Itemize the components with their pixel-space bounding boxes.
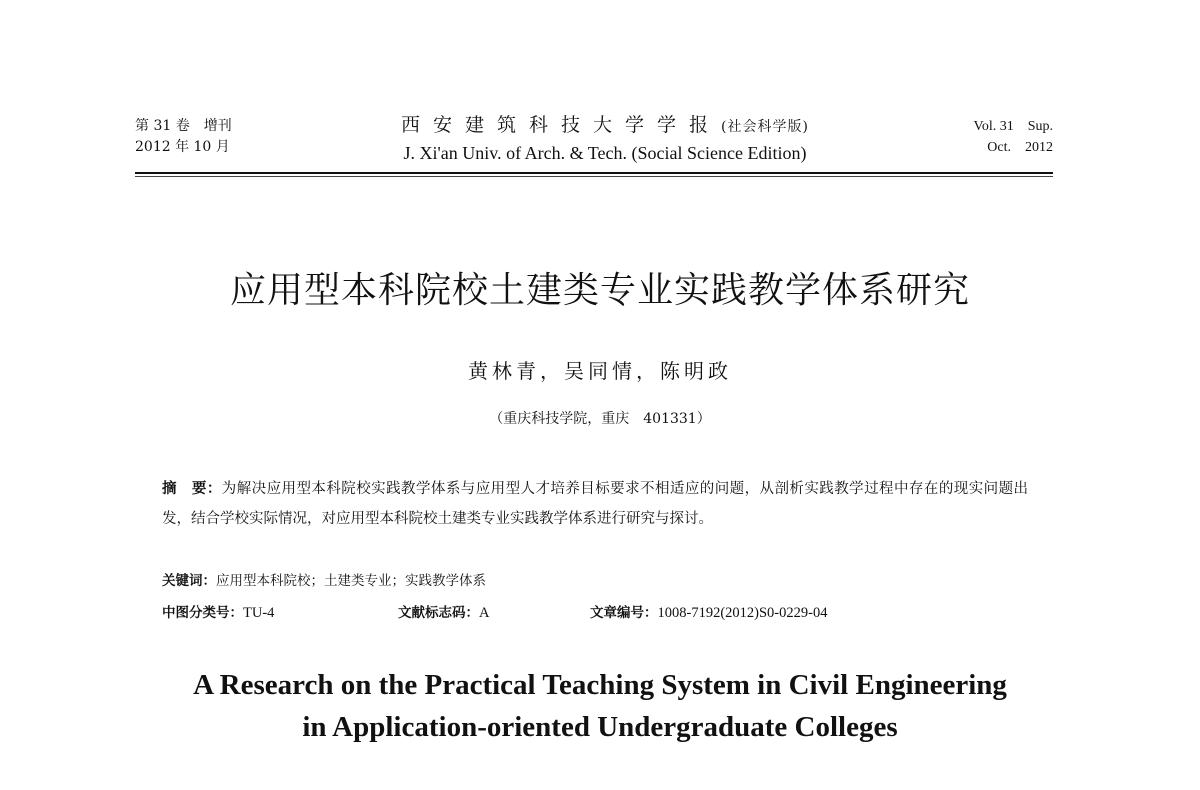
- journal-name-cn-line: [315, 112, 895, 140]
- clc-label: 中图分类号：: [162, 605, 243, 621]
- abstract: [162, 474, 1028, 534]
- journal-name-cn: 西安建筑科技大学学报: [401, 114, 722, 136]
- doc-code-value: A: [479, 605, 490, 621]
- doc-code-label: 文献标志码：: [398, 605, 479, 621]
- journal-name-en: J. Xi'an Univ. of Arch. & Tech. (Social Science Edition): [403, 143, 807, 163]
- date-cn: 2012 年 10 月: [135, 139, 230, 155]
- article-no-value: 1008-7192(2012)S0-0229-04: [657, 605, 828, 621]
- header-center: [315, 112, 895, 166]
- article-no-item: [590, 602, 827, 624]
- volume-en: Vol. 31 Sup.: [973, 119, 1053, 134]
- header-rule-thick: [135, 172, 1053, 174]
- clc-value: TU-4: [243, 605, 275, 621]
- header-rule-thin: [135, 176, 1053, 177]
- keywords-label: 关键词：: [162, 573, 216, 589]
- date-en: Oct. 2012: [987, 140, 1053, 155]
- title-en-line1: A Research on the Practical Teaching System in Civil Engineering: [193, 669, 1007, 701]
- journal-edition-cn: (社会科学版): [721, 119, 809, 135]
- journal-header: [135, 112, 1053, 170]
- abstract-label: 摘 要：: [162, 481, 222, 497]
- affiliation: （重庆科技学院，重庆 401331）: [489, 411, 711, 427]
- keywords-text: 应用型本科院校；土建类专业；实践教学体系: [216, 573, 486, 589]
- title-en-line2: in Application-oriented Undergraduate Colleges: [302, 711, 898, 743]
- authors: 黄林青，吴同情，陈明政: [468, 359, 732, 383]
- abstract-text: 为解决应用型本科院校实践教学体系与应用型人才培养目标要求不相适应的问题，从剖析实践教学过程中存在的现实问题出发，结合学校实际情况，对应用型本科院校土建类专业实践教学体系进行研究与探讨。: [162, 481, 1029, 527]
- header-left: [135, 116, 232, 158]
- doc-code-item: [398, 602, 489, 624]
- clc-item: [162, 602, 274, 624]
- article-title-cn: 应用型本科院校土建类专业实践教学体系研究: [229, 270, 970, 311]
- volume-cn: 第 31 卷 增刊: [135, 118, 232, 134]
- header-right: [974, 116, 1053, 158]
- article-no-label: 文章编号：: [590, 605, 658, 621]
- article-title-en: [0, 664, 1200, 748]
- keywords: [162, 570, 486, 592]
